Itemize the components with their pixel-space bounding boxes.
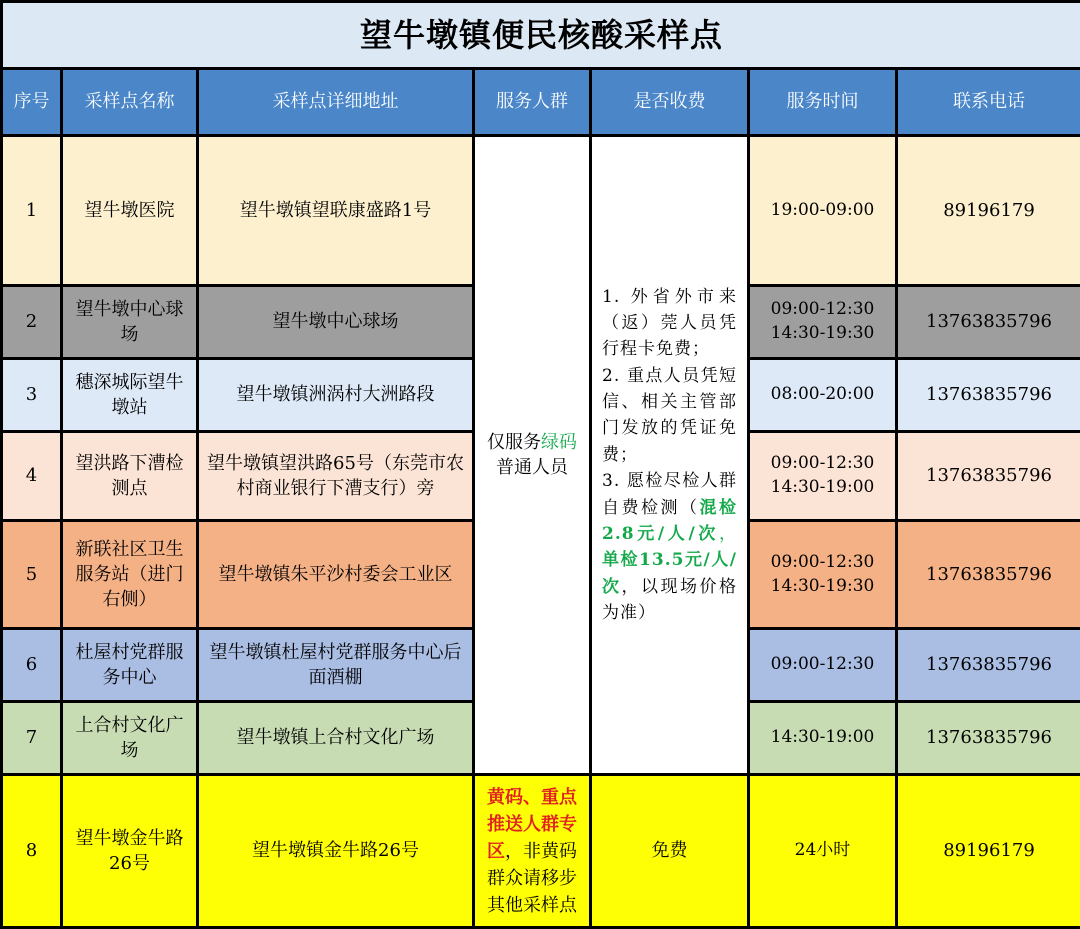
service-special-cell: [474, 775, 591, 928]
row-index: 6: [2, 629, 62, 702]
row-hours: 09:00-12:30 14:30-19:00: [749, 432, 897, 521]
row-hours: 19:00-09:00: [749, 136, 897, 286]
row-address: 望牛墩镇望联康盛路1号: [198, 136, 474, 286]
fee-item-3-prefix: 3. 愿检尽检人群自费检测（: [602, 471, 737, 517]
header-hours: 服务时间: [749, 69, 897, 136]
table-row: [2, 775, 1080, 928]
row-address: 望牛墩镇望洪路65号（东莞市农村商业银行下漕支行）旁: [198, 432, 474, 521]
service-general-cell: [474, 136, 591, 775]
row-phone: 13763835796: [897, 521, 1080, 629]
row-phone: 13763835796: [897, 286, 1080, 359]
row-index: 7: [2, 702, 62, 775]
row-address: 望牛墩镇上合村文化广场: [198, 702, 474, 775]
header-name: 采样点名称: [62, 69, 198, 136]
service-special-rest: ，非黄码群众请移步其他采样点: [487, 841, 577, 916]
yellow-code-highlight: 黄码、重点推送人群专区: [487, 787, 577, 862]
service-suffix: 普通人员: [496, 457, 568, 478]
row-name: 穗深城际望牛墩站: [62, 359, 198, 432]
service-prefix: 仅服务: [487, 432, 541, 453]
row-index: 2: [2, 286, 62, 359]
row-phone: 13763835796: [897, 432, 1080, 521]
row-hours: 14:30-19:00: [749, 702, 897, 775]
row-name: 杜屋村党群服务中心: [62, 629, 198, 702]
row-name: 上合村文化广场: [62, 702, 198, 775]
header-index: 序号: [2, 69, 62, 136]
table-row: [2, 136, 1080, 286]
row-index: 4: [2, 432, 62, 521]
row-phone: 13763835796: [897, 359, 1080, 432]
row-hours: 24小时: [749, 775, 897, 928]
row-name: 望牛墩中心球场: [62, 286, 198, 359]
row-name: 新联社区卫生服务站（进门右侧）: [62, 521, 198, 629]
row-index: 5: [2, 521, 62, 629]
mix-test-price: 混检2.8元/人/次: [602, 498, 737, 544]
row-address: 望牛墩镇杜屋村党群服务中心后面酒棚: [198, 629, 474, 702]
fee-item-2: 2. 重点人员凭短信、相关主管部门发放的凭证免费；: [602, 363, 737, 468]
header-service: 服务人群: [474, 69, 591, 136]
row-phone: 89196179: [897, 136, 1080, 286]
row-hours: 09:00-12:30 14:30-19:30: [749, 521, 897, 629]
row-hours: 09:00-12:30 14:30-19:30: [749, 286, 897, 359]
fee-special-cell: 免费: [591, 775, 749, 928]
header-address: 采样点详细地址: [198, 69, 474, 136]
row-phone: 89196179: [897, 775, 1080, 928]
row-hours: 08:00-20:00: [749, 359, 897, 432]
fee-item-3-sep: ，: [719, 524, 737, 544]
row-hours: 09:00-12:30: [749, 629, 897, 702]
row-phone: 13763835796: [897, 629, 1080, 702]
row-address: 望牛墩镇金牛路26号: [198, 775, 474, 928]
page-title: 望牛墩镇便民核酸采样点: [2, 2, 1080, 69]
row-name: 望牛墩金牛路26号: [62, 775, 198, 928]
header-fee: 是否收费: [591, 69, 749, 136]
green-code-highlight: 绿码: [541, 432, 577, 453]
single-test-price: 单检13.5元/人/次: [602, 550, 737, 596]
row-index: 8: [2, 775, 62, 928]
row-index: 1: [2, 136, 62, 286]
row-address: 望牛墩中心球场: [198, 286, 474, 359]
fee-item-3: [602, 468, 737, 626]
row-name: 望洪路下漕检测点: [62, 432, 198, 521]
row-index: 3: [2, 359, 62, 432]
fee-item-1: 1. 外省外市来（返）莞人员凭行程卡免费；: [602, 284, 737, 363]
fee-general-cell: [591, 136, 749, 775]
row-phone: 13763835796: [897, 702, 1080, 775]
fee-item-3-suffix: ，以现场价格为准）: [602, 577, 737, 623]
row-name: 望牛墩医院: [62, 136, 198, 286]
row-address: 望牛墩镇朱平沙村委会工业区: [198, 521, 474, 629]
row-address: 望牛墩镇洲涡村大洲路段: [198, 359, 474, 432]
header-phone: 联系电话: [897, 69, 1080, 136]
